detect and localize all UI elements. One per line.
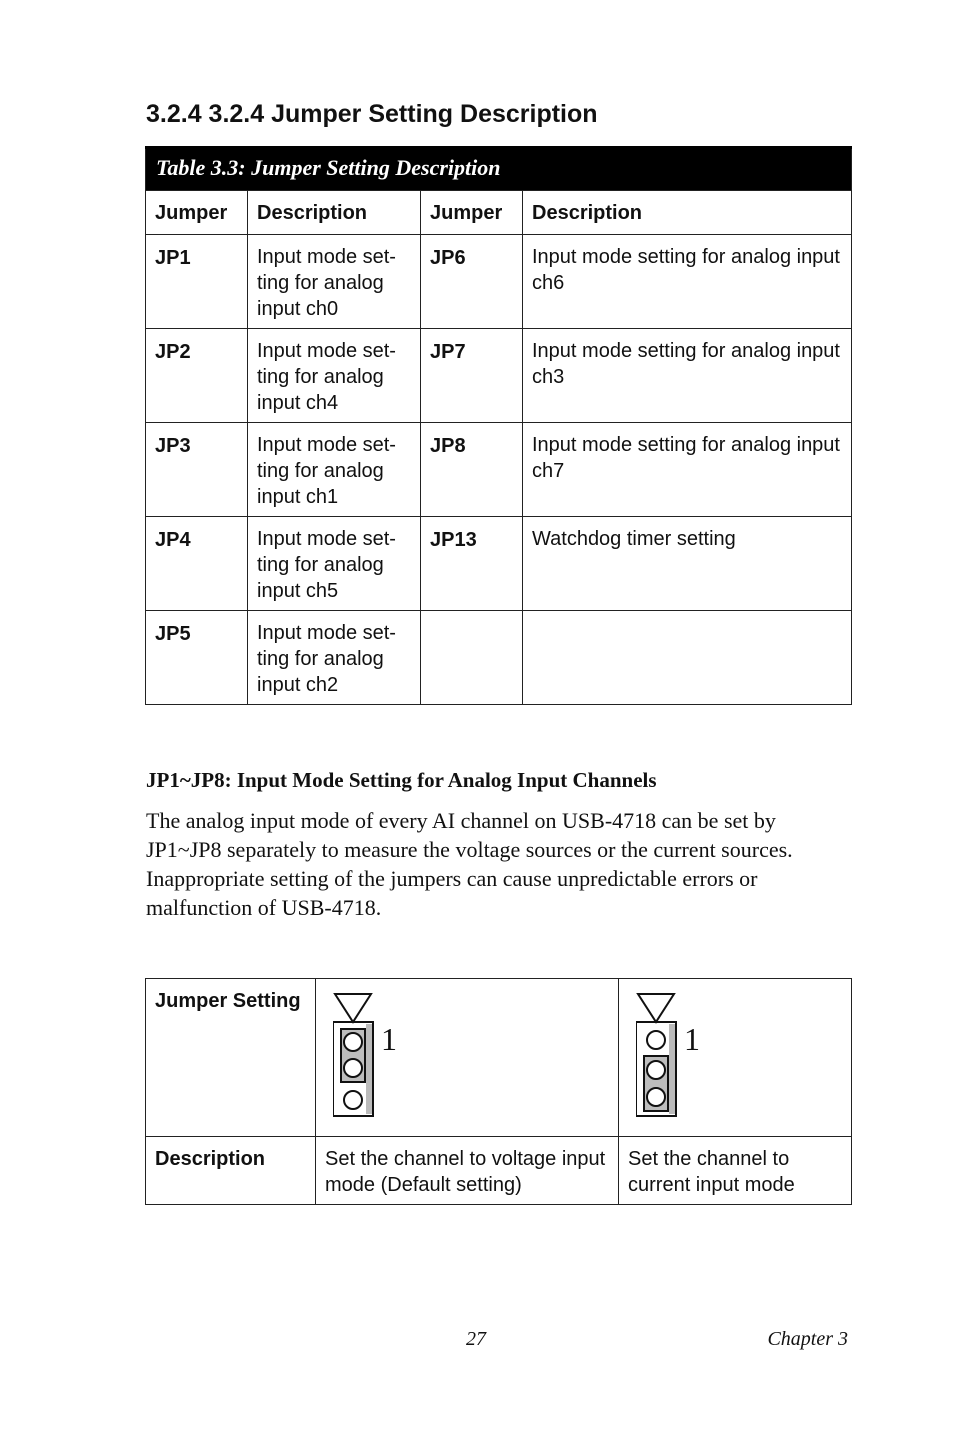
description-cell [523,611,852,705]
description-cell: Input mode setting for analog input ch7 [523,423,852,517]
subheading: JP1~JP8: Input Mode Setting for Analog Input Channels [146,768,657,792]
description-cell: Input mode set- ting for analog input ch4 [248,329,421,423]
table-row [146,611,852,705]
description-label: Description [146,1137,316,1205]
jumper-diagram-table [145,978,852,1205]
jumper-cell: JP3 [146,423,248,517]
pin1-triangle-icon [335,994,371,1022]
body-paragraph: The analog input mode of every AI channel on USB-4718 can be set by JP1~JP8 separately to measure the voltage sources or the current sources. Inappropriate setting of the jumpers can cause unpredictable errors or malfunction of USB-4718. [146,808,793,920]
table-row [146,329,852,423]
section-title: 3.2.4 3.2.4 Jumper Setting Description [146,100,598,128]
description-cell: Input mode setting for analog input ch3 [523,329,852,423]
pin-one-label: 1 [381,1021,397,1057]
pin-one-label: 1 [684,1021,700,1057]
jumper-figure-cell [316,979,619,1137]
jumper-header-icon [333,1022,373,1116]
jumper-cell: JP2 [146,329,248,423]
table-caption-row [146,148,852,191]
jumper-cell: JP8 [421,423,523,517]
column-header: Jumper [421,191,523,235]
column-header: Description [523,191,852,235]
jumper-cell: JP1 [146,235,248,329]
table-header-row [146,191,852,235]
description-cell: Input mode set- ting for analog input ch0 [248,235,421,329]
description-cell: Input mode set- ting for analog input ch5 [248,517,421,611]
jumper-current-mode-diagram [636,990,726,1120]
jumper-description-row [146,1137,852,1205]
jumper-cell: JP7 [421,329,523,423]
chapter-label: Chapter 3 [767,1328,848,1350]
description-cell: Input mode setting for analog input ch6 [523,235,852,329]
jumper-cell [421,611,523,705]
jumper-voltage-mode-diagram [333,990,423,1120]
table-row [146,235,852,329]
description-cell: Watchdog timer setting [523,517,852,611]
description-cell: Input mode set- ting for analog input ch1 [248,423,421,517]
table-row [146,517,852,611]
jumper-header-icon [636,1022,676,1116]
jumper-setting-table [145,146,852,705]
jumper-cell: JP6 [421,235,523,329]
jumper-cell: JP13 [421,517,523,611]
pin1-triangle-icon [638,994,674,1022]
table-caption: Table 3.3: Jumper Setting Description [146,148,852,191]
voltage-mode-description: Set the channel to voltage input mode (Default setting) [316,1137,619,1205]
jumper-setting-label: Jumper Setting [146,979,316,1137]
description-cell: Input mode set- ting for analog input ch2 [248,611,421,705]
jumper-figure-cell [619,979,852,1137]
jumper-cell: JP4 [146,517,248,611]
current-mode-description: Set the channel to current input mode [619,1137,852,1205]
jumper-cell: JP5 [146,611,248,705]
page-number: 27 [466,1328,486,1350]
column-header: Description [248,191,421,235]
column-header: Jumper [146,191,248,235]
table-row [146,423,852,517]
jumper-setting-row [146,979,852,1137]
